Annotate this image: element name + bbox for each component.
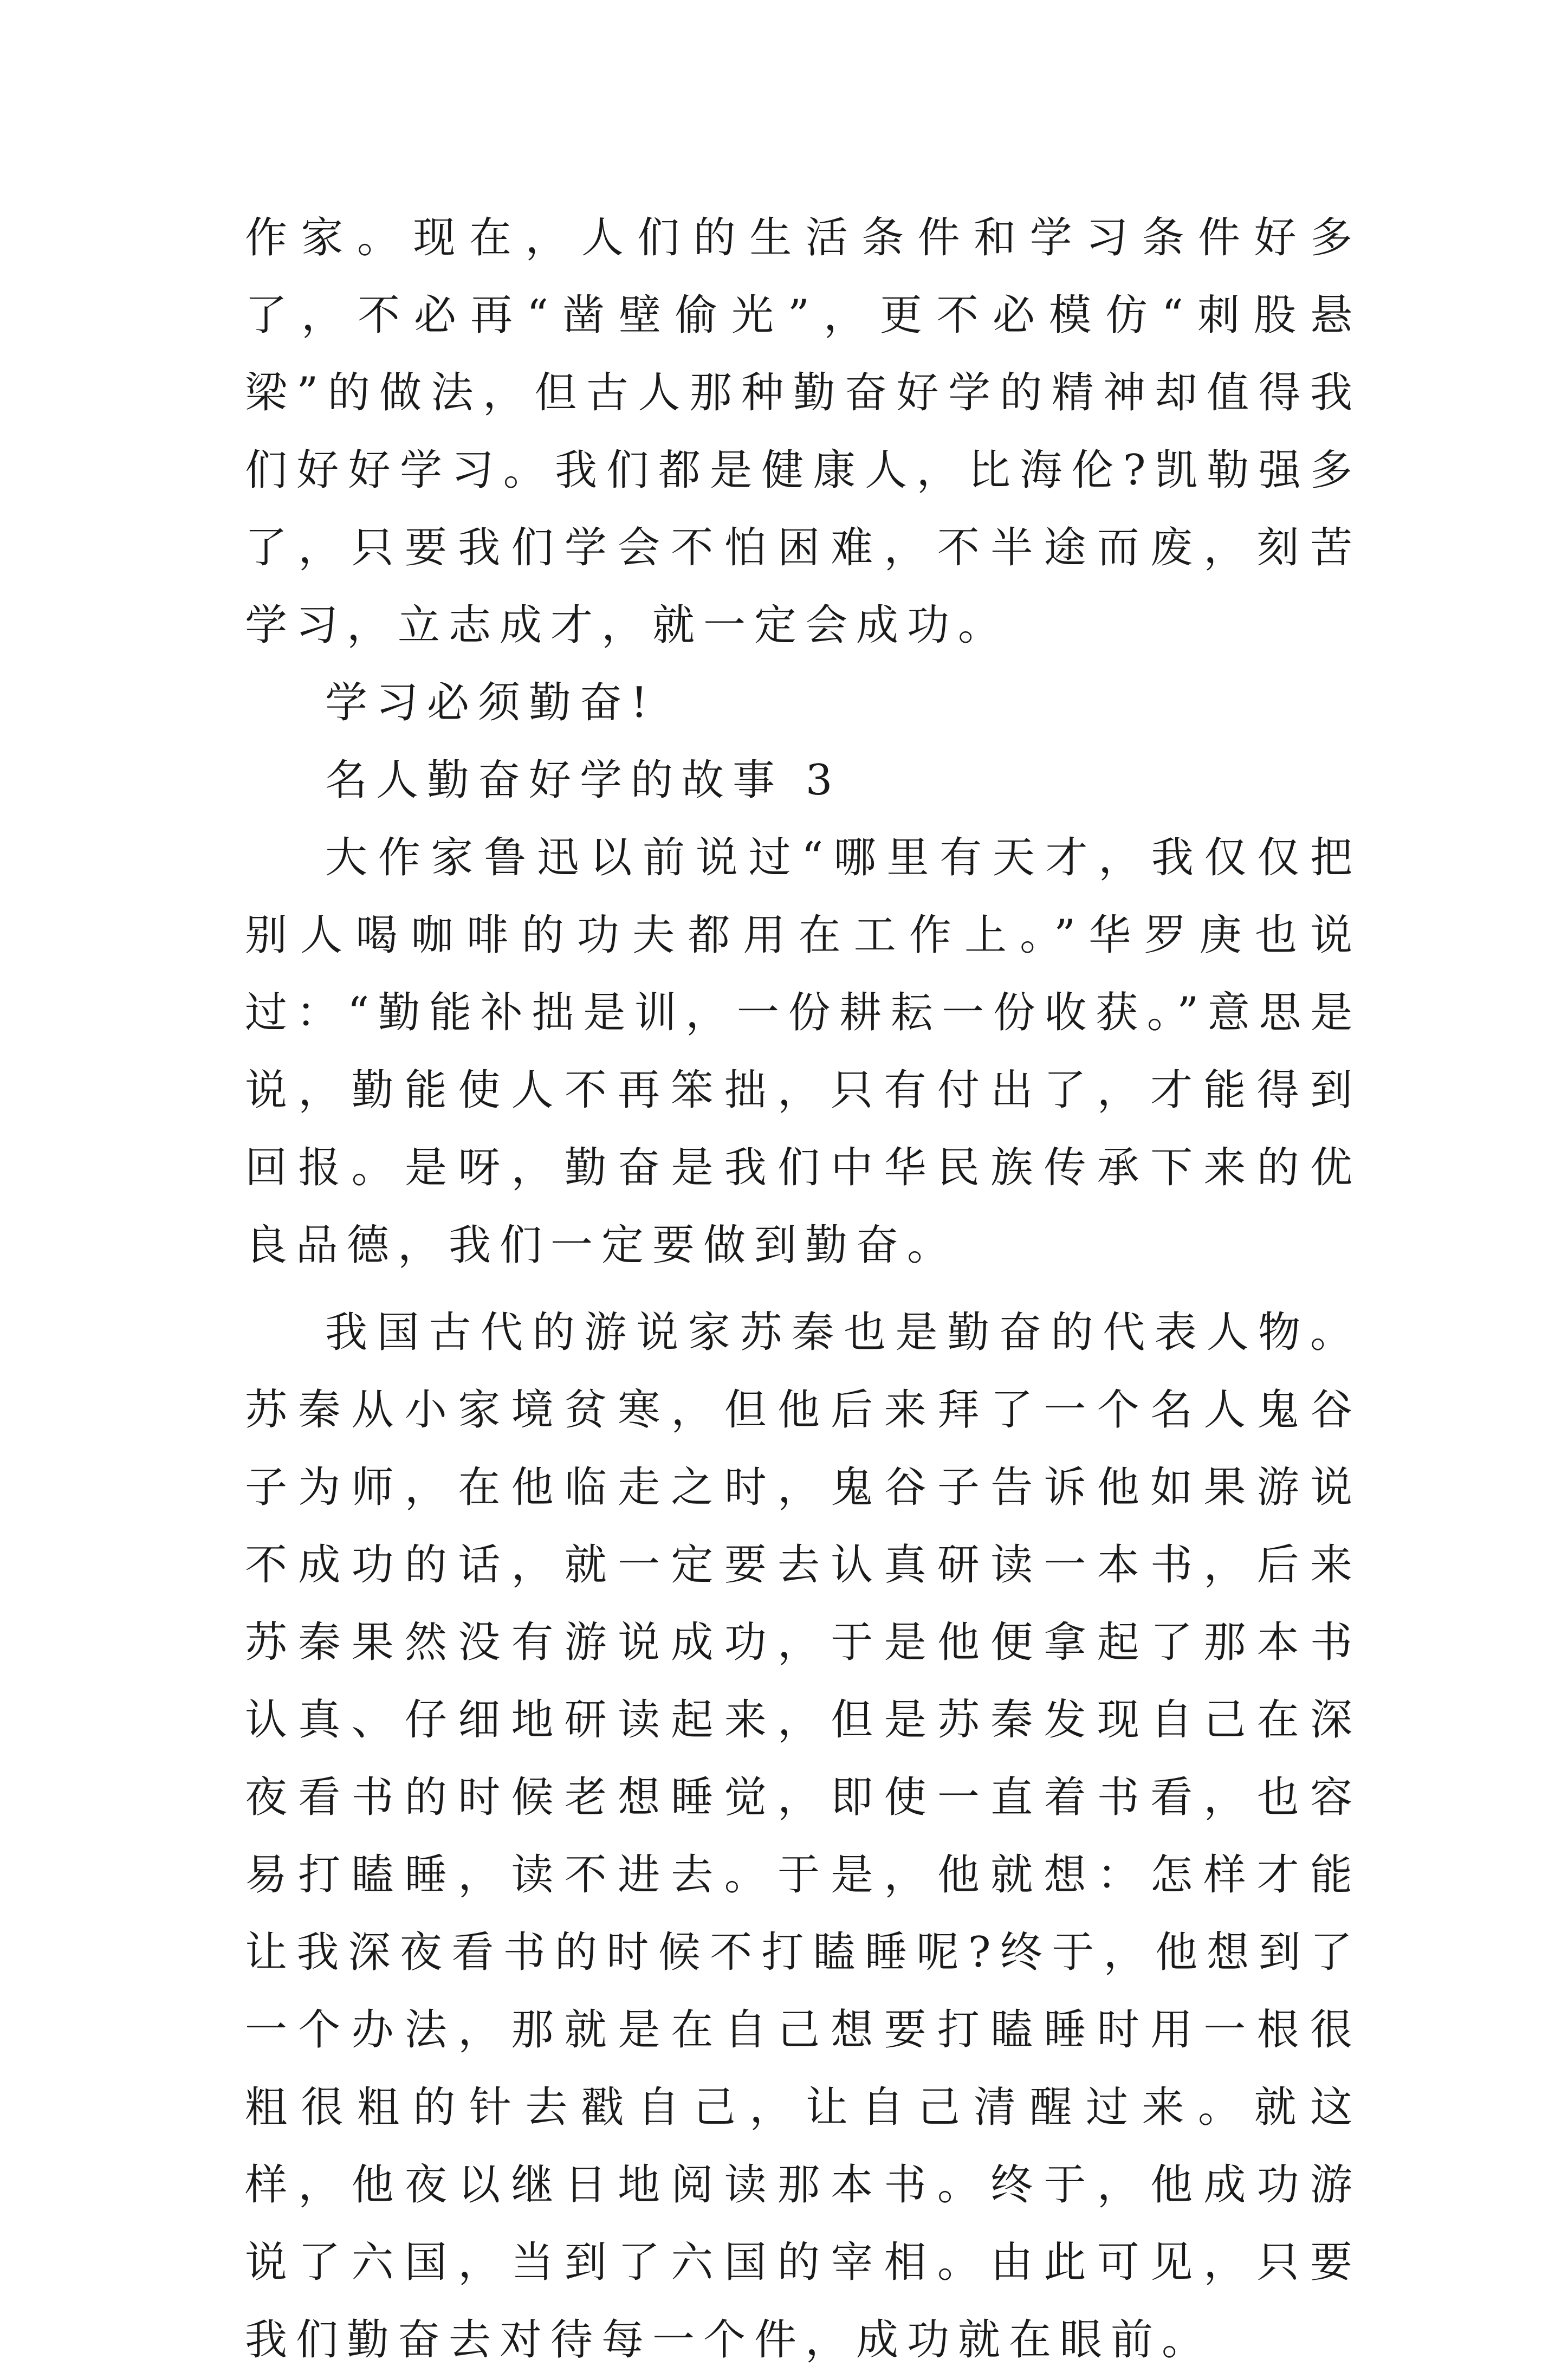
section-heading: 名人勤奋好学的故事 3	[325, 756, 841, 805]
paragraph-4: 我国古代的游说家苏秦也是勤奋的代表人物。苏秦从小家境贫寒，但他后来拜了一个名人鬼谷子为师，在他临走之时，鬼谷子告诉他如果游说不成功的话，就一定要去认真研读一本书，后来苏秦果然没有游说成功，于是他便拿起了那本书认真、仔细地研读起来，但是苏秦发现自己在深夜看书的时候老想睡觉，即使一直着书看，也容易打瞌睡，读不进去。于是，他就想：怎样才能让我深夜看书的时候不打瞌睡呢?终于，他想到了一个办法，那就是在自己想要打瞌睡时用一根很粗很粗的针去戳自己，让自己清醒过来。就这样，他夜以继日地阅读那本书。终于，他成功游说了六国，当到了六国的宰相。由此可见，只要我们勤奋去对待每一个件，成功就在眼前。	[245, 1308, 1361, 2364]
document-body	[245, 199, 1361, 2379]
paragraph-3: 大作家鲁迅以前说过“哪里有天才，我仅仅把别人喝咖啡的功夫都用在工作上。”华罗庚也说过：“勤能补拙是训，一份耕耘一份收获。”意思是说，勤能使人不再笨拙，只有付出了，才能得到回报。是呀，勤奋是我们中华民族传承下来的优良品德，我们一定要做到勤奋。	[245, 833, 1361, 1270]
paragraph-2: 学习必须勤奋!	[325, 678, 657, 727]
paragraph-1: 作家。现在，人们的生活条件和学习条件好多了，不必再“凿壁偷光”，更不必模仿“刺股悬梁”的做法，但古人那种勤奋好学的精神却值得我们好好学习。我们都是健康人，比海伦?凯勒强多了，只要我们学会不怕困难，不半途而废，刻苦学习，立志成才，就一定会成功。	[245, 214, 1361, 650]
